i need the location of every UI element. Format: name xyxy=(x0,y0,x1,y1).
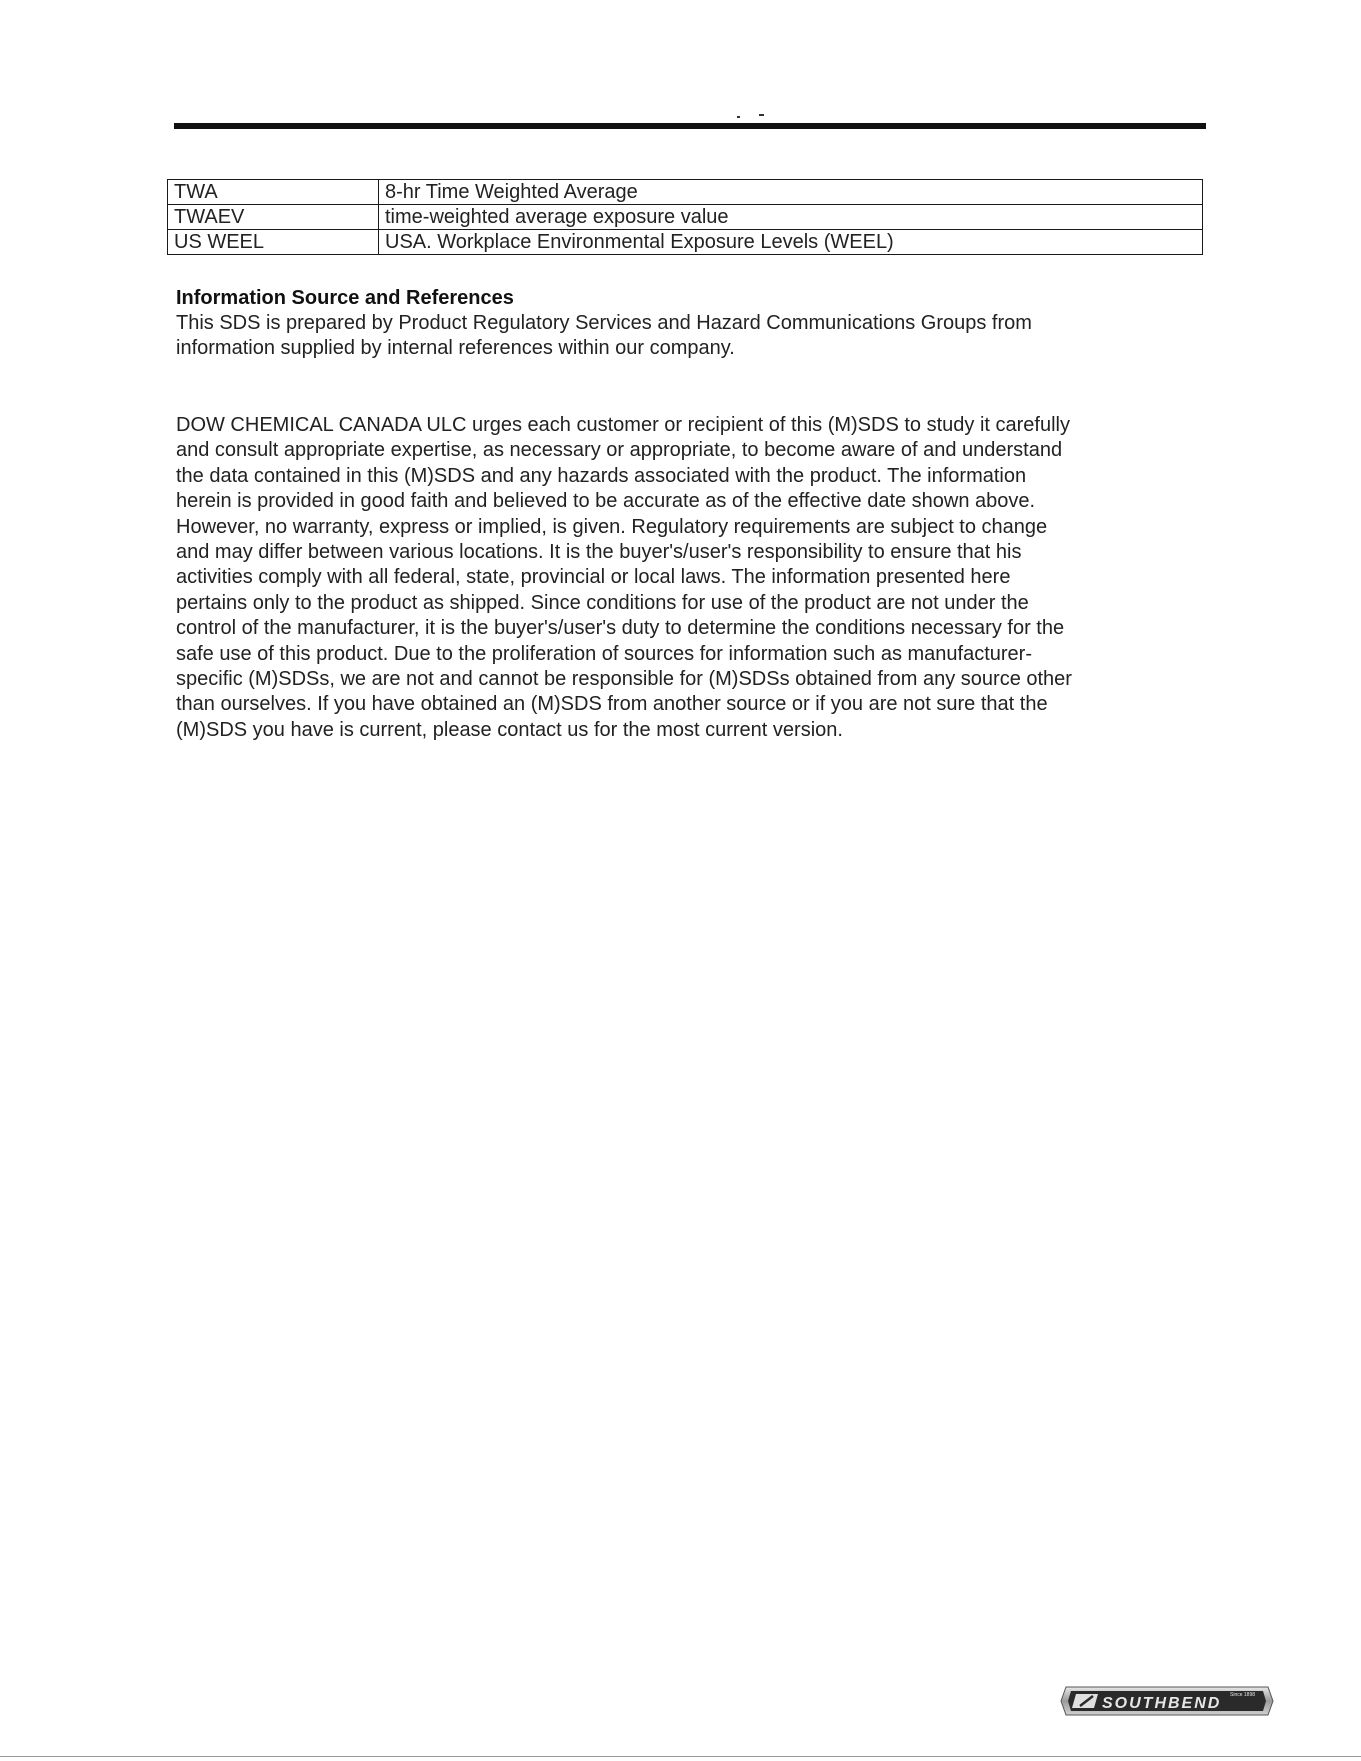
paragraph-line: However, no warranty, express or implied, is given. Regulatory requirements are subject to change xyxy=(176,515,1048,538)
paragraph-line: DOW CHEMICAL CANADA ULC urges each customer or recipient of this (M)SDS to study it carefully xyxy=(176,414,1070,436)
paragraph-line: (M)SDS you have is current, please contact us for the most current version. xyxy=(176,718,843,741)
abbreviations-table xyxy=(167,179,1203,255)
paragraph-line: the data contained in this (M)SDS and any hazards associated with the product. The information xyxy=(176,464,1027,487)
paragraph-line: activities comply with all federal, state, provincial or local laws. The information presented here xyxy=(176,566,1011,589)
paragraph-line: This SDS is prepared by Product Regulatory Services and Hazard Communications Groups from xyxy=(176,312,1032,334)
paragraph-line: pertains only to the product as shipped. Since conditions for use of the product are not under the xyxy=(176,591,1029,614)
paragraph-line: information supplied by internal references within our company. xyxy=(176,337,735,360)
paragraph-line: specific (M)SDSs, we are not and cannot be responsible for (M)SDSs obtained from any source other xyxy=(176,668,1072,691)
header-scan-mark xyxy=(735,112,775,120)
table-row xyxy=(168,230,1203,255)
footer-rule xyxy=(0,1756,1361,1757)
paragraph-line: safe use of this product. Due to the proliferation of sources for information such as manufacturer- xyxy=(176,642,1032,665)
info-source-paragraph xyxy=(176,311,1032,362)
header-rule xyxy=(174,123,1206,129)
abbreviation-cell: US WEEL xyxy=(168,230,379,255)
table-row xyxy=(168,205,1203,230)
info-source-heading: Information Source and References xyxy=(176,287,514,309)
paragraph-line: and may differ between various locations. It is the buyer's/user's responsibility to ensure that his xyxy=(176,541,1022,564)
paragraph-line: herein is provided in good faith and believed to be accurate as of the effective date shown above. xyxy=(176,490,1036,513)
logo-tagline: Since 1898 xyxy=(1230,1692,1256,1698)
table-row xyxy=(168,180,1203,205)
definition-cell: time-weighted average exposure value xyxy=(379,205,1203,230)
definition-cell: USA. Workplace Environmental Exposure Levels (WEEL) xyxy=(379,230,1203,255)
paragraph-line: control of the manufacturer, it is the buyer's/user's duty to determine the conditions necessary for the xyxy=(176,617,1065,640)
abbreviation-cell: TWAEV xyxy=(168,205,379,230)
abbreviation-cell: TWA xyxy=(168,180,379,205)
disclaimer-paragraph xyxy=(176,413,1072,743)
southbend-logo xyxy=(1060,1685,1274,1717)
definition-cell: 8-hr Time Weighted Average xyxy=(379,180,1203,205)
logo-wordmark: SOUTHBEND xyxy=(1102,1695,1222,1712)
paragraph-line: and consult appropriate expertise, as necessary or appropriate, to become aware of and understand xyxy=(176,439,1063,462)
paragraph-line: than ourselves. If you have obtained an (M)SDS from another source or if you are not sure that the xyxy=(176,693,1048,716)
